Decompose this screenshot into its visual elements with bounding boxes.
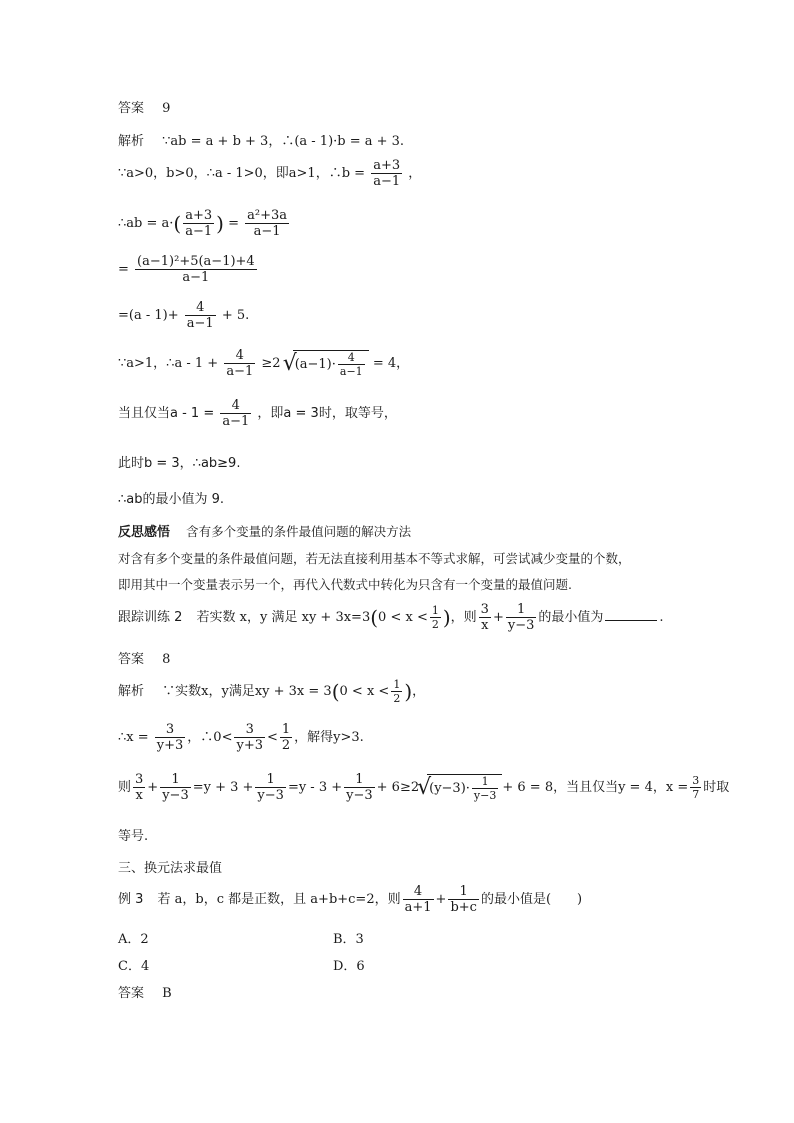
denominator: a−1 — [226, 364, 254, 379]
solution-line-5 — [118, 300, 249, 331]
solution-text: ∵a>1，∴a - 1 + — [118, 356, 219, 371]
solution-text: + 5. — [221, 308, 250, 323]
denominator: x — [479, 617, 491, 633]
solution-text: 当且仅当a - 1 = — [118, 406, 215, 421]
example-3-question — [118, 884, 582, 915]
solution-text: 时取 — [703, 780, 730, 795]
fraction — [403, 884, 434, 915]
answer-line-3 — [118, 982, 172, 1001]
fraction — [506, 602, 537, 633]
solution-line-4: = $\frac{\text{(a−1)²+5(a−1)+4}}{a-1}$ — [118, 254, 255, 285]
solution-text: =(a - 1)+ — [118, 308, 179, 323]
option-c: C．4 — [118, 959, 150, 974]
denominator: y−3 — [507, 618, 535, 633]
section-title: 三、换元法求最值 — [118, 861, 223, 876]
denominator: a−1 — [339, 364, 363, 378]
condition-text: 0 < x < — [378, 610, 428, 625]
question-text: 的最小值为 — [538, 610, 604, 625]
question-text: 的最小值是( ) — [480, 892, 583, 907]
reflection-heading: 含有多个变量的条件最值问题的解决方法 — [186, 524, 412, 539]
solution-text: = 4， — [372, 356, 410, 371]
option-a: A．2 — [118, 932, 149, 947]
solution-text: =y - 3 + — [287, 780, 343, 795]
denominator: a−1 — [135, 269, 257, 285]
solution-text: 则 — [118, 780, 132, 795]
fraction — [234, 722, 265, 753]
analysis-label: 解析 — [118, 684, 145, 699]
question-text: ，则 — [450, 610, 477, 625]
fraction — [224, 348, 255, 379]
solution-text: (a−1)· — [294, 356, 336, 372]
denominator: y+3 — [156, 738, 184, 753]
denominator: 2 — [431, 618, 439, 631]
reflection-line-1: 对含有多个变量的条件最值问题，若无法直接利用基本不等式求解，可尝试减少变量的个数， — [118, 551, 631, 566]
operator: + — [435, 892, 447, 907]
solution-2-line-4: 等号. — [118, 829, 149, 844]
solution-text: =y + 3 + — [192, 780, 254, 795]
numerator: 1 — [355, 772, 364, 787]
denominator: a−1 — [245, 223, 289, 239]
fraction — [391, 678, 402, 705]
denominator: a−1 — [373, 174, 401, 189]
fraction — [183, 208, 214, 239]
denominator: b+c — [450, 900, 477, 915]
answer-value: 8 — [162, 652, 171, 667]
fraction — [338, 351, 365, 378]
exercise-2-question: 跟踪训练 2 若实数 x，y 满足 xy + 3x=3(0 < x < $\frac{1}{2}$ )，则 $\frac{3}{x}$ + $\frac{1}{y-3}$ 的最小值为 . — [118, 602, 664, 633]
solution-text: ，即a = 3时，取等号， — [257, 406, 397, 421]
question-text: 若实数 x，y 满足 xy + 3x=3 — [196, 610, 371, 625]
denominator: y+3 — [236, 738, 263, 753]
numerator: 1 — [393, 678, 401, 691]
numerator: 3 — [480, 602, 489, 617]
option-d: D．6 — [333, 959, 365, 974]
square-root — [427, 774, 502, 802]
solution-text: ∵ab = a + b + 3，∴(a - 1)·b = a + 3. — [162, 134, 405, 149]
analysis-line-2: 解析 ∵实数x，y满足xy + 3x = 3(0 < x < $\frac{1}{2}$ )， — [118, 678, 426, 705]
operator: + — [147, 780, 159, 795]
numerator: 3 — [245, 722, 254, 737]
solution-text: + 6 = 8，当且仅当y = 4，x = — [502, 780, 689, 795]
reflection-title-line — [118, 521, 411, 540]
exercise-title: 跟踪训练 2 — [118, 610, 183, 625]
numerator: a+3 — [373, 158, 401, 173]
denominator: 2 — [281, 738, 291, 753]
fraction — [185, 300, 216, 331]
reflection-title: 反思感悟 — [118, 525, 171, 540]
denominator: y−3 — [473, 788, 497, 802]
numerator: 1 — [266, 772, 275, 787]
operator: + — [492, 610, 504, 625]
denominator: a−1 — [185, 224, 213, 239]
fraction — [255, 772, 286, 803]
denominator: a−1 — [222, 414, 250, 429]
solution-line-3: ∴ab = a·( $\frac{a+3}{a-1}$ ) = $\frac{\text{a²+3a}}{a-1}$ — [118, 208, 288, 239]
numerator: 4 — [347, 350, 355, 364]
fraction — [344, 772, 375, 803]
solution-text: ≥2 — [261, 356, 281, 371]
fraction — [155, 722, 186, 753]
solution-text: (y−3)· — [429, 780, 470, 796]
answer-value: 9 — [162, 101, 171, 116]
denominator: y−3 — [346, 788, 373, 803]
fraction — [448, 884, 479, 915]
fraction — [690, 774, 701, 801]
solution-text: ， — [408, 166, 422, 181]
question-text: . — [659, 610, 664, 625]
numerator: 1 — [516, 602, 526, 617]
solution-text: ∴x = — [118, 730, 149, 745]
solution-line-7 — [118, 398, 397, 429]
solution-2-line-2 — [118, 722, 364, 753]
denominator: x — [133, 787, 145, 803]
answer-label: 答案 — [118, 652, 145, 667]
fraction — [280, 722, 292, 753]
numerator: a²+3a — [247, 208, 288, 223]
solution-text: ，∴0< — [187, 730, 233, 745]
solution-text: ，解得y>3. — [294, 730, 364, 745]
numerator: 4 — [235, 348, 244, 363]
solution-text: ∴ab = a· — [118, 216, 174, 231]
numerator: 1 — [171, 772, 180, 787]
answer-label: 答案 — [118, 101, 145, 116]
answer-line-1 — [118, 97, 170, 116]
denominator: y−3 — [257, 788, 284, 803]
fraction — [479, 602, 491, 633]
numerator: 1 — [281, 722, 291, 737]
numerator: 4 — [196, 300, 205, 315]
reflection-line-2: 即用其中一个变量表示另一个，再代入代数式中转化为只含有一个变量的最值问题. — [118, 577, 572, 592]
fraction — [430, 604, 441, 631]
option-b: B．3 — [333, 932, 364, 947]
solution-line-9: ∴ab的最小值为 9. — [118, 492, 225, 507]
question-text: 若 a，b，c 都是正数，且 a+b+c=2，则 — [157, 892, 401, 907]
numerator: 3 — [135, 772, 144, 787]
condition-text: 0 < x < — [339, 684, 390, 699]
numerator: a+3 — [185, 208, 213, 223]
solution-line-6 — [118, 348, 409, 379]
solution-text: ∵实数x，y满足xy + 3x = 3 — [162, 684, 332, 699]
fraction — [472, 775, 498, 802]
denominator: 2 — [393, 692, 401, 705]
numerator: 1 — [481, 774, 489, 788]
analysis-label: 解析 — [118, 134, 145, 149]
solution-line-2 — [118, 158, 421, 189]
solution-text: < — [266, 730, 278, 745]
analysis-line-1 — [118, 130, 404, 149]
numerator: (a−1)²+5(a−1)+4 — [137, 254, 255, 269]
fraction — [135, 254, 257, 285]
answer-value: B — [162, 986, 172, 1001]
numerator: 4 — [413, 884, 423, 899]
solution-text: = — [228, 216, 239, 231]
numerator: 4 — [231, 398, 240, 413]
denominator: y−3 — [162, 788, 189, 803]
fraction — [133, 772, 145, 803]
fraction — [220, 398, 251, 429]
numerator: 3 — [165, 722, 175, 737]
denominator: 7 — [692, 788, 700, 801]
solution-text: + 6≥2 — [376, 780, 420, 795]
numerator: 3 — [692, 774, 700, 787]
denominator: a+1 — [404, 900, 432, 915]
fraction — [160, 772, 191, 803]
solution-text: ∵a>0，b>0，∴a - 1>0，即a>1，∴b = — [118, 166, 366, 181]
solution-2-line-3 — [118, 772, 729, 803]
answer-label: 答案 — [118, 986, 145, 1001]
numerator: 1 — [431, 604, 439, 617]
answer-line-2 — [118, 648, 170, 667]
fraction — [371, 158, 402, 189]
example-title: 例 3 — [118, 892, 144, 907]
answer-blank — [605, 608, 657, 621]
fraction — [245, 208, 289, 239]
solution-line-8: 此时b = 3，∴ab≥9. — [118, 456, 241, 471]
denominator: a−1 — [186, 316, 214, 331]
square-root — [293, 350, 369, 378]
numerator: 1 — [459, 884, 468, 899]
solution-text: ， — [412, 684, 426, 699]
